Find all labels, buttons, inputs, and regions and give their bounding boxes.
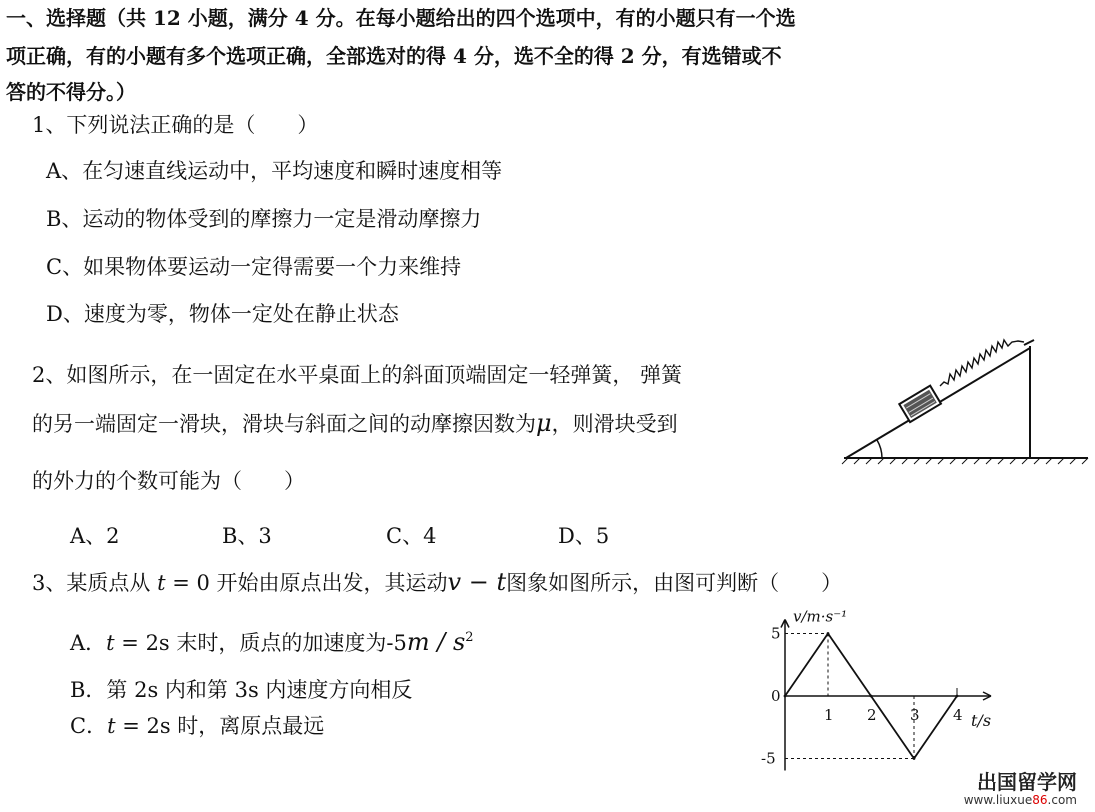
y-axis-label: v/m·s⁻¹ [793,607,848,626]
incline-spring-figure [838,336,1095,466]
q1-stem: 1、下列说法正确的是（ ） [32,113,319,137]
q2-line-3: 的外力的个数可能为（ ） [32,469,305,493]
watermark-url-b: 86 [1032,793,1048,807]
q3-option-b: B．第 2s 内和第 3s 内速度方向相反 [70,678,413,702]
x-tick-label: 3 [910,706,920,724]
q2-line-2 [32,410,678,437]
q3-vt-expr: v − t [447,568,507,596]
q1-option-b: B、运动的物体受到的摩擦力一定是滑动摩擦力 [46,207,482,231]
q2-option-a: A、2 [70,524,120,548]
vt-point [827,632,830,635]
q3-t-variable: t [157,571,166,595]
mu-symbol: μ [536,409,552,437]
q2-option-d: D、5 [558,524,610,548]
q3-stem-a: 3、某质点从 [32,571,151,595]
x-axis-label: t/s [971,711,992,730]
watermark-name: 出国留学网 [977,770,1077,794]
vt-point [784,695,787,698]
vt-point [870,695,873,698]
section-header-line-3: 答的不得分。） [6,80,136,104]
q2-line-2-b: ，则滑块受到 [551,412,678,436]
x-tick-label: 2 [867,706,877,724]
q3-eq-zero: = 0 [165,571,210,595]
q3-option-c-prefix: C． [70,714,108,738]
q2-option-c: C、4 [386,524,437,548]
q2-line-1: 2、如图所示，在一固定在水平桌面上的斜面顶端固定一轻弹簧， 弹簧 [32,363,683,387]
q3-option-c [70,713,324,739]
y-tick-label: 5 [771,624,781,643]
q3-option-a-exp: 2 [465,630,474,645]
q3-option-a-t: t [106,631,115,655]
watermark-url-c: .com [1047,793,1077,807]
q3-option-a-prefix: A． [70,631,107,655]
y-tick-label: 0 [771,687,781,705]
q1-option-d: D、速度为零，物体一定处在静止状态 [46,302,399,326]
q3-stem [32,569,842,596]
vt-point [913,757,916,760]
vt-point [956,695,959,698]
x-tick-label: 1 [824,706,834,724]
q1-option-a: A、在匀速直线运动中，平均速度和瞬时速度相等 [46,159,503,183]
q3-option-a-unit: m / s [406,628,466,656]
vt-chart [755,598,1015,783]
q2-option-b: B、3 [222,524,272,548]
x-tick-label: 4 [953,706,963,724]
section-header-line-1: 一、选择题（共 12 小题，满分 4 分。在每小题给出的四个选项中，有的小题只有一个选 [6,6,796,30]
q3-stem-b: 开始由原点出发，其运动 [216,571,448,595]
section-header-line-2: 项正确，有的小题有多个选项正确，全部选对的得 4 分，选不全的得 2 分，有选错或不 [6,44,782,68]
q3-option-c-t: t [107,714,116,738]
q1-option-c: C、如果物体要运动一定得需要一个力来维持 [46,255,462,279]
q2-line-2-a: 的另一端固定一滑块，滑块与斜面之间的动摩擦因数为 [32,412,536,436]
q3-option-a [70,625,474,656]
q3-stem-c: 图象如图所示，由图可判断（ ） [506,571,843,595]
watermark-url-a: www.liuxue [963,793,1033,807]
q3-option-a-eq: = 2s 末时，质点的加速度为-5 [114,631,407,655]
watermark-url [964,794,1077,806]
y-tick-label: -5 [761,749,776,768]
q3-option-c-rest: = 2s 时，离原点最远 [115,714,325,738]
watermark [964,772,1077,806]
